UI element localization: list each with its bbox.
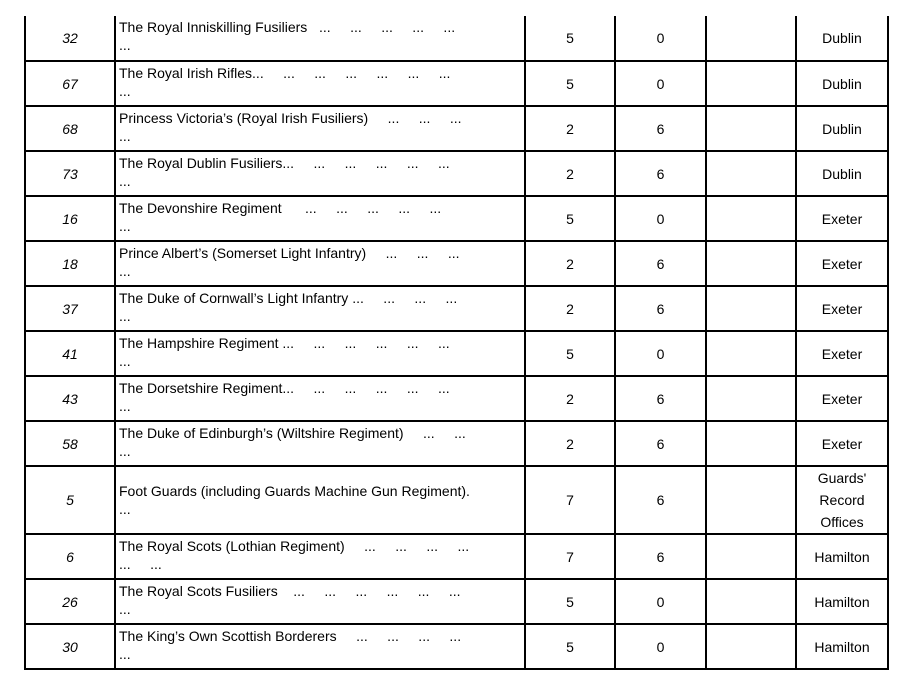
regiment-name: The Duke of Cornwall’s Light Infantry ... ... ... ... (119, 290, 458, 306)
value-col-1: 5 (525, 331, 615, 376)
regiment-number: 67 (25, 61, 115, 106)
record-office: Hamilton (796, 624, 888, 669)
record-office: Guards' Record Offices (796, 466, 888, 534)
value-col-3 (706, 624, 796, 669)
value-col-1: 5 (525, 61, 615, 106)
table-row (25, 16, 888, 61)
value-col-1: 5 (525, 624, 615, 669)
record-office: Exeter (796, 241, 888, 286)
record-office: Hamilton (796, 534, 888, 579)
table-row (25, 196, 888, 241)
regiment-name-cell (115, 376, 525, 421)
regiment-name-continuation: ... (119, 173, 131, 189)
value-col-2: 0 (615, 579, 706, 624)
regiment-name-cell (115, 286, 525, 331)
regiment-name-cell (115, 106, 525, 151)
value-col-2: 0 (615, 61, 706, 106)
value-col-2: 0 (615, 331, 706, 376)
value-col-1: 2 (525, 106, 615, 151)
regiment-number: 37 (25, 286, 115, 331)
regiment-name-cell (115, 466, 525, 534)
regiment-name-continuation: ... (119, 263, 131, 279)
table-row (25, 151, 888, 196)
regiment-name-cell (115, 61, 525, 106)
value-col-3 (706, 241, 796, 286)
regiment-number: 43 (25, 376, 115, 421)
value-col-3 (706, 106, 796, 151)
regiment-number: 18 (25, 241, 115, 286)
table-row (25, 61, 888, 106)
record-office: Exeter (796, 376, 888, 421)
regiment-name: The Royal Dublin Fusiliers... ... ... ... ... ... (119, 155, 450, 171)
regiment-number: 41 (25, 331, 115, 376)
regiment-name: The Royal Irish Rifles... ... ... ... ... ... ... (119, 65, 451, 81)
regiment-name-continuation: ... (119, 601, 131, 617)
value-col-2: 6 (615, 151, 706, 196)
regiment-name: The Dorsetshire Regiment... ... ... ... ... ... (119, 380, 450, 396)
value-col-2: 6 (615, 286, 706, 331)
record-office: Hamilton (796, 579, 888, 624)
regiment-name-cell (115, 196, 525, 241)
regiment-name-continuation: ... (119, 128, 131, 144)
regiments-table (24, 16, 889, 670)
regiment-name: Foot Guards (including Guards Machine Gun Regiment). (119, 483, 470, 499)
value-col-3 (706, 286, 796, 331)
regiment-name-cell (115, 579, 525, 624)
value-col-2: 6 (615, 466, 706, 534)
table-row (25, 534, 888, 579)
value-col-2: 0 (615, 624, 706, 669)
record-office: Exeter (796, 196, 888, 241)
regiment-number: 68 (25, 106, 115, 151)
regiment-name-continuation: ... (119, 398, 131, 414)
value-col-2: 6 (615, 376, 706, 421)
regiment-name-continuation: ... (119, 37, 131, 53)
regiment-number: 26 (25, 579, 115, 624)
value-col-2: 6 (615, 534, 706, 579)
regiment-name-cell (115, 534, 525, 579)
value-col-3 (706, 534, 796, 579)
regiment-name-continuation: ... (119, 218, 131, 234)
record-office: Dublin (796, 16, 888, 61)
value-col-3 (706, 466, 796, 534)
regiment-number: 30 (25, 624, 115, 669)
table-row (25, 331, 888, 376)
table-row (25, 376, 888, 421)
regiment-number: 58 (25, 421, 115, 466)
value-col-2: 0 (615, 196, 706, 241)
regiment-name: The Royal Inniskilling Fusiliers ... ... ... ... ... (119, 19, 456, 35)
value-col-3 (706, 196, 796, 241)
table-row (25, 106, 888, 151)
regiment-name-continuation: ... ... (119, 556, 162, 572)
value-col-1: 2 (525, 286, 615, 331)
value-col-1: 2 (525, 421, 615, 466)
table-row (25, 466, 888, 534)
record-office: Exeter (796, 421, 888, 466)
value-col-1: 2 (525, 241, 615, 286)
table-body (25, 16, 888, 669)
record-office: Dublin (796, 61, 888, 106)
value-col-1: 5 (525, 16, 615, 61)
regiment-name-continuation: ... (119, 443, 131, 459)
regiment-name: The Hampshire Regiment ... ... ... ... ... ... (119, 335, 450, 351)
value-col-3 (706, 421, 796, 466)
value-col-2: 6 (615, 421, 706, 466)
regiment-number: 6 (25, 534, 115, 579)
table-row (25, 286, 888, 331)
record-office: Exeter (796, 286, 888, 331)
regiment-name: The Royal Scots (Lothian Regiment) ... ... ... ... (119, 538, 470, 554)
regiment-name-continuation: ... (119, 83, 131, 99)
regiment-name-cell (115, 16, 525, 61)
table-row (25, 421, 888, 466)
value-col-3 (706, 16, 796, 61)
regiment-number: 32 (25, 16, 115, 61)
regiment-name-continuation: ... (119, 353, 131, 369)
value-col-1: 7 (525, 534, 615, 579)
value-col-3 (706, 376, 796, 421)
value-col-3 (706, 61, 796, 106)
table-row (25, 579, 888, 624)
value-col-2: 6 (615, 106, 706, 151)
value-col-3 (706, 331, 796, 376)
table-row (25, 624, 888, 669)
record-office: Dublin (796, 151, 888, 196)
value-col-2: 0 (615, 16, 706, 61)
regiment-name-cell (115, 151, 525, 196)
value-col-1: 5 (525, 196, 615, 241)
regiment-name-continuation: ... (119, 501, 131, 517)
record-office: Exeter (796, 331, 888, 376)
value-col-3 (706, 151, 796, 196)
regiment-name-cell (115, 241, 525, 286)
value-col-1: 7 (525, 466, 615, 534)
regiment-name-continuation: ... (119, 646, 131, 662)
regiment-name-cell (115, 331, 525, 376)
regiment-name-continuation: ... (119, 308, 131, 324)
record-office: Dublin (796, 106, 888, 151)
value-col-1: 2 (525, 151, 615, 196)
value-col-2: 6 (615, 241, 706, 286)
regiment-name: The King’s Own Scottish Borderers ... ... ... ... (119, 628, 462, 644)
regiment-number: 5 (25, 466, 115, 534)
regiment-name: The Devonshire Regiment ... ... ... ... ... (119, 200, 442, 216)
value-col-1: 2 (525, 376, 615, 421)
regiment-name: The Royal Scots Fusiliers ... ... ... ... ... ... (119, 583, 461, 599)
regiment-name: Prince Albert’s (Somerset Light Infantry) ... ... ... (119, 245, 460, 261)
value-col-3 (706, 579, 796, 624)
regiment-name-cell (115, 624, 525, 669)
regiment-number: 73 (25, 151, 115, 196)
table-row (25, 241, 888, 286)
regiment-name: The Duke of Edinburgh’s (Wiltshire Regiment) ... ... (119, 425, 466, 441)
value-col-1: 5 (525, 579, 615, 624)
regiment-name: Princess Victoria’s (Royal Irish Fusiliers) ... ... ... (119, 110, 462, 126)
regiment-name-cell (115, 421, 525, 466)
regiment-number: 16 (25, 196, 115, 241)
